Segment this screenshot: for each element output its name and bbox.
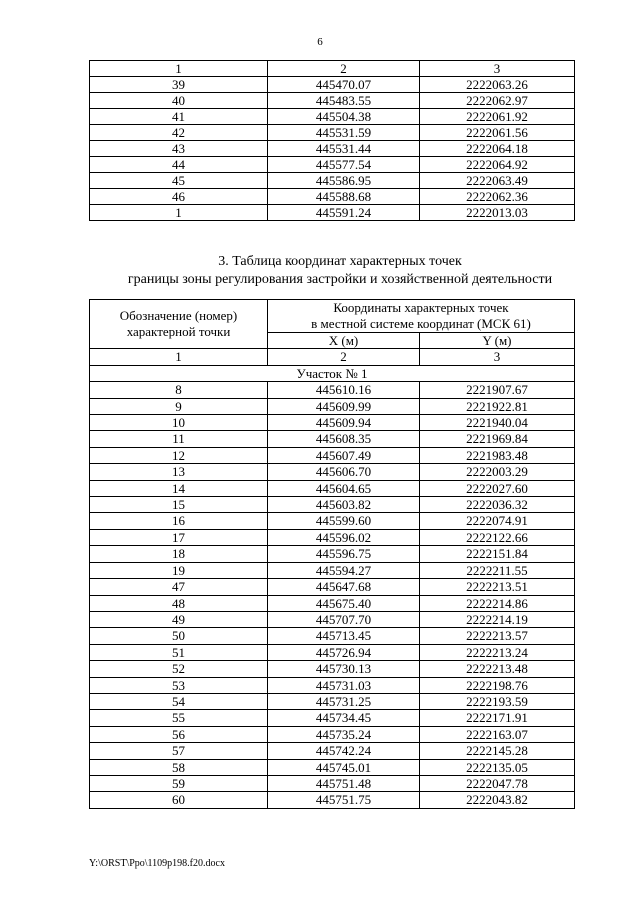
table-row (90, 792, 575, 808)
x-coordinate-cell: 445726.94 (268, 644, 420, 660)
table-header-row (90, 300, 575, 333)
point-number-cell: 16 (90, 513, 268, 529)
y-coordinate-cell: 2222193.59 (420, 693, 575, 709)
table-row (90, 611, 575, 627)
y-coordinate-cell: 2222214.86 (420, 595, 575, 611)
point-number-cell: 58 (90, 759, 268, 775)
table-row (90, 398, 575, 414)
x-coordinate-cell: 445596.02 (268, 529, 420, 545)
x-coordinate-cell: 445610.16 (268, 382, 420, 398)
point-number-cell: 47 (90, 579, 268, 595)
y-coordinate-cell: 2222043.82 (420, 792, 575, 808)
x-coordinate-cell: 445734.45 (268, 710, 420, 726)
x-coordinate-cell: 445483.55 (268, 93, 420, 109)
table-row (90, 480, 575, 496)
zone-boundary-coordinates-table (89, 299, 575, 809)
point-number-cell: 59 (90, 775, 268, 791)
y-coordinate-cell: 2222213.57 (420, 628, 575, 644)
table-row (90, 497, 575, 513)
x-coordinate-cell: 445730.13 (268, 661, 420, 677)
table-row (90, 157, 575, 173)
x-coordinate-cell: 445713.45 (268, 628, 420, 644)
y-coordinate-cell: 2222145.28 (420, 743, 575, 759)
table-row (90, 710, 575, 726)
y-coordinate-cell: 2221969.84 (420, 431, 575, 447)
point-number-cell: 10 (90, 415, 268, 431)
point-number-cell: 8 (90, 382, 268, 398)
point-number-cell: 44 (90, 157, 268, 173)
x-coordinate-cell: 445603.82 (268, 497, 420, 513)
table-row (90, 173, 575, 189)
point-number-cell: 13 (90, 464, 268, 480)
table-row (90, 529, 575, 545)
y-coordinate-cell: 2222062.36 (420, 189, 575, 205)
coordinates-table-continued (89, 60, 575, 221)
y-coordinate-cell: 2222214.19 (420, 611, 575, 627)
x-coordinate-cell: 445735.24 (268, 726, 420, 742)
table-row (90, 205, 575, 221)
x-coordinate-cell: 445609.94 (268, 415, 420, 431)
x-coordinate-cell: 445607.49 (268, 447, 420, 463)
point-number-cell: 14 (90, 480, 268, 496)
point-number-cell: 41 (90, 109, 268, 125)
x-coordinate-cell: 445731.03 (268, 677, 420, 693)
x-coordinate-cell: 445675.40 (268, 595, 420, 611)
table-row (90, 447, 575, 463)
point-number-cell: 12 (90, 447, 268, 463)
x-coordinate-cell: 445531.44 (268, 141, 420, 157)
table-row (90, 677, 575, 693)
table-row (90, 464, 575, 480)
y-coordinate-cell: 2222213.51 (420, 579, 575, 595)
point-number-cell: 42 (90, 125, 268, 141)
x-coordinate-cell: 445608.35 (268, 431, 420, 447)
y-coordinate-cell: 2222003.29 (420, 464, 575, 480)
point-number-cell: 17 (90, 529, 268, 545)
x-coordinate-cell: 445586.95 (268, 173, 420, 189)
y-coordinate-cell: 2222074.91 (420, 513, 575, 529)
point-number-cell: 19 (90, 562, 268, 578)
y-coordinate-cell: 2221907.67 (420, 382, 575, 398)
table-column-numbers-row (90, 61, 575, 77)
x-coordinate-cell: 445604.65 (268, 480, 420, 496)
point-number-cell: 52 (90, 661, 268, 677)
y-coordinate-cell: 2222198.76 (420, 677, 575, 693)
x-coordinate-cell: 445745.01 (268, 759, 420, 775)
x-coordinate-cell: 445599.60 (268, 513, 420, 529)
table-row (90, 743, 575, 759)
x-coordinate-cell: 445596.75 (268, 546, 420, 562)
table-caption-line-2: границы зоны регулирования застройки и хозяйственной деятельности (127, 272, 553, 287)
point-number-cell: 9 (90, 398, 268, 414)
x-coordinate-cell: 445647.68 (268, 579, 420, 595)
table-row (90, 726, 575, 742)
x-coordinate-cell: 445504.38 (268, 109, 420, 125)
y-coordinate-cell: 2222163.07 (420, 726, 575, 742)
section-label: Участок № 1 (90, 365, 575, 381)
y-coordinate-cell: 2222027.60 (420, 480, 575, 496)
point-designation-header-line-2: характерной точки (126, 324, 231, 340)
y-coordinate-cell: 2222122.66 (420, 529, 575, 545)
x-coordinate-cell: 445751.48 (268, 775, 420, 791)
point-number-cell: 48 (90, 595, 268, 611)
x-coordinate-cell: 445594.27 (268, 562, 420, 578)
y-coordinate-cell: 2222135.05 (420, 759, 575, 775)
y-coordinate-cell: 2222213.48 (420, 661, 575, 677)
point-number-cell: 56 (90, 726, 268, 742)
table-row (90, 109, 575, 125)
y-coordinate-cell: 2222211.55 (420, 562, 575, 578)
x-coordinate-cell: 445707.70 (268, 611, 420, 627)
table-row (90, 513, 575, 529)
table-caption-line-1: 3. Таблица координат характерных точек (218, 254, 462, 269)
point-number-cell: 51 (90, 644, 268, 660)
coordinates-header (268, 300, 575, 333)
point-number-cell: 15 (90, 497, 268, 513)
page-number: 6 (317, 36, 323, 48)
table-column-numbers-row (90, 349, 575, 365)
table-row (90, 189, 575, 205)
column-number: 2 (268, 61, 420, 77)
table-row (90, 693, 575, 709)
table-row (90, 546, 575, 562)
point-number-cell: 11 (90, 431, 268, 447)
x-coordinate-cell: 445591.24 (268, 205, 420, 221)
y-coordinate-cell: 2222036.32 (420, 497, 575, 513)
y-coordinate-cell: 2222063.26 (420, 77, 575, 93)
x-coordinate-cell: 445751.75 (268, 792, 420, 808)
point-number-cell: 1 (90, 205, 268, 221)
column-number: 1 (90, 349, 268, 365)
table-row (90, 644, 575, 660)
point-number-cell: 40 (90, 93, 268, 109)
table-row (90, 775, 575, 791)
y-coordinate-cell: 2222213.24 (420, 644, 575, 660)
coordinates-header-line-2: в местной системе координат (МСК 61) (311, 316, 531, 331)
y-coordinate-cell: 2221922.81 (420, 398, 575, 414)
y-coordinate-cell: 2222047.78 (420, 775, 575, 791)
point-designation-header (90, 300, 268, 349)
table-caption (0, 253, 640, 289)
point-number-cell: 53 (90, 677, 268, 693)
table-row (90, 141, 575, 157)
table-row (90, 125, 575, 141)
x-coordinate-cell: 445588.68 (268, 189, 420, 205)
column-number: 2 (268, 349, 420, 365)
table-row (90, 628, 575, 644)
y-coordinate-cell: 2221940.04 (420, 415, 575, 431)
point-number-cell: 39 (90, 77, 268, 93)
table-row (90, 415, 575, 431)
point-number-cell: 57 (90, 743, 268, 759)
x-coordinate-cell: 445742.24 (268, 743, 420, 759)
point-number-cell: 50 (90, 628, 268, 644)
coordinates-header-line-1: Координаты характерных точек (333, 300, 509, 315)
table-row (90, 77, 575, 93)
x-coordinate-cell: 445577.54 (268, 157, 420, 173)
table-row (90, 431, 575, 447)
x-coordinate-cell: 445531.59 (268, 125, 420, 141)
point-number-cell: 54 (90, 693, 268, 709)
table-row (90, 661, 575, 677)
x-coordinate-cell: 445731.25 (268, 693, 420, 709)
y-coordinate-cell: 2222013.03 (420, 205, 575, 221)
table-row (90, 759, 575, 775)
table-row (90, 562, 575, 578)
point-number-cell: 60 (90, 792, 268, 808)
x-coordinate-cell: 445470.07 (268, 77, 420, 93)
column-number: 3 (420, 349, 575, 365)
file-path-footer: Y:\ORST\Ppo\1109p198.f20.docx (89, 858, 225, 869)
x-coordinate-cell: 445609.99 (268, 398, 420, 414)
column-number: 1 (90, 61, 268, 77)
point-number-cell: 49 (90, 611, 268, 627)
y-coordinate-cell: 2221983.48 (420, 447, 575, 463)
y-coordinate-cell: 2222151.84 (420, 546, 575, 562)
y-coordinate-cell: 2222171.91 (420, 710, 575, 726)
point-number-cell: 45 (90, 173, 268, 189)
column-number: 3 (420, 61, 575, 77)
y-axis-header: Y (м) (420, 333, 575, 349)
y-coordinate-cell: 2222062.97 (420, 93, 575, 109)
y-coordinate-cell: 2222061.56 (420, 125, 575, 141)
table-row (90, 579, 575, 595)
y-coordinate-cell: 2222061.92 (420, 109, 575, 125)
point-number-cell: 46 (90, 189, 268, 205)
point-designation-header-line-1: Обозначение (номер) (119, 308, 238, 324)
x-coordinate-cell: 445606.70 (268, 464, 420, 480)
y-coordinate-cell: 2222064.92 (420, 157, 575, 173)
x-axis-header: X (м) (268, 333, 420, 349)
section-row (90, 365, 575, 381)
y-coordinate-cell: 2222063.49 (420, 173, 575, 189)
point-number-cell: 55 (90, 710, 268, 726)
table-row (90, 93, 575, 109)
y-coordinate-cell: 2222064.18 (420, 141, 575, 157)
point-number-cell: 43 (90, 141, 268, 157)
table-row (90, 595, 575, 611)
table-row (90, 382, 575, 398)
point-number-cell: 18 (90, 546, 268, 562)
